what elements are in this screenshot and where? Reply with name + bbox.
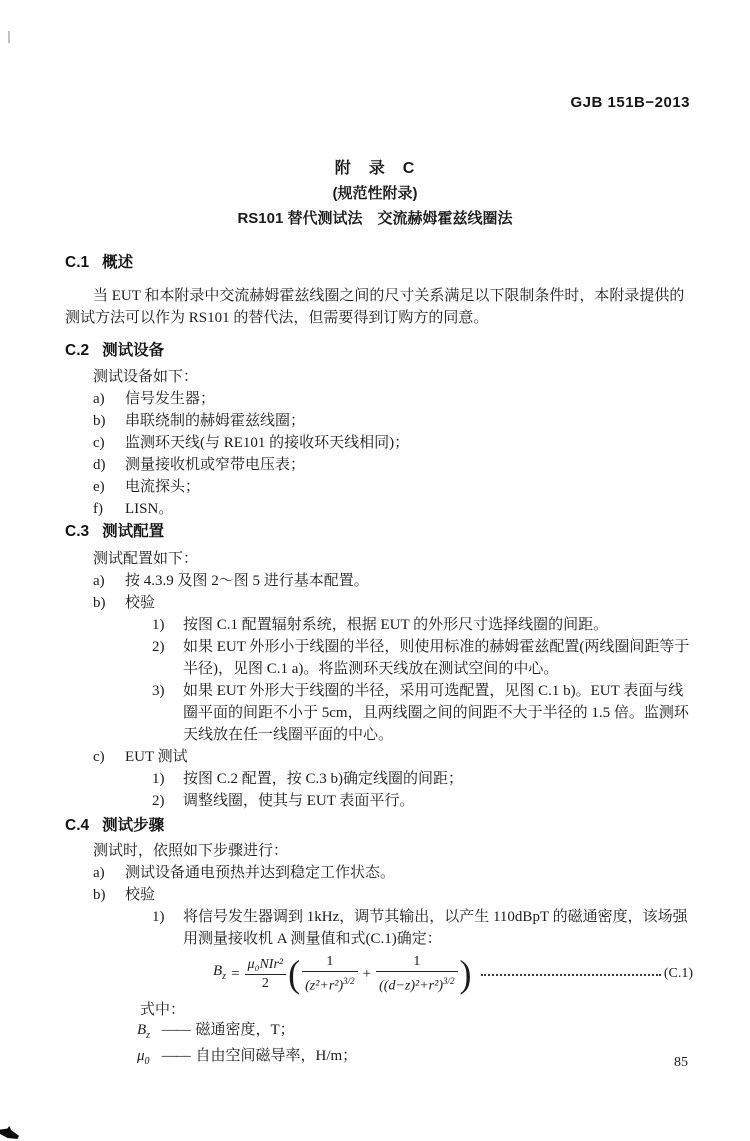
symbol-base: μ [137, 1048, 145, 1064]
list-item-text: 监测环天线(与 RE101 的接收环天线相同)； [125, 435, 410, 451]
section-c3-heading [65, 521, 693, 543]
fraction-bar [302, 971, 358, 972]
numerator: μ₀NIr² [247, 956, 284, 972]
coefficient-fraction [245, 957, 287, 992]
definition-mu0 [137, 1046, 693, 1072]
list-item-text: 校验 [125, 887, 156, 903]
list-item-text: LISN。 [125, 501, 174, 517]
sublist-item-label: 1) [152, 617, 165, 633]
definition-text: 自由空间磁导率，H/m； [195, 1048, 358, 1064]
list-item-label: a) [93, 391, 105, 407]
list-item-label: e) [93, 479, 105, 495]
section-c2-heading [65, 340, 693, 362]
list-item-label: b) [93, 413, 106, 429]
section-number: C.3 [65, 523, 90, 540]
page-number: 85 [674, 1055, 688, 1070]
section-title: 测试设备 [102, 342, 165, 359]
list-item-label: c) [93, 435, 105, 451]
definition-dash: —— [161, 1022, 190, 1038]
list-item-label: b) [93, 887, 106, 903]
equation-c1 [65, 950, 693, 998]
list-item-label: a) [93, 865, 105, 881]
section-c4-heading [65, 815, 693, 837]
sublist-item-text: 如果 EUT 外形大于线圈的半径，采用可选配置，见图 C.1 b)。EUT 表面与线圈平面的间距不小于 5cm，且两线圈之间的间距不大于半径的 1.5 倍。监测环天线放在任一线圈平面的中心。 [183, 683, 689, 743]
section-title: 测试步骤 [102, 817, 165, 834]
definition-bz [137, 1020, 693, 1046]
document-content [65, 252, 693, 1072]
appendix-subtitle: RS101 替代测试法 交流赫姆霍兹线圈法 [237, 210, 513, 227]
list-item [65, 432, 693, 454]
scan-artifact-top-left [8, 31, 10, 43]
term2-exponent: 3/2 [442, 975, 455, 986]
list-item [65, 746, 693, 768]
appendix-title: 附 录 C [334, 160, 416, 177]
term1-base: (z²+r²) [305, 978, 344, 994]
c4-intro: 测试时，依照如下步骤进行： [93, 843, 289, 859]
list-item-label: c) [93, 749, 105, 765]
list-item-label: d) [93, 457, 106, 473]
variable-b: B [213, 963, 223, 979]
denominator: 2 [261, 975, 269, 991]
section-number: C.1 [65, 254, 90, 271]
close-parenthesis: ) [459, 952, 472, 996]
list-item-text: 电流探头； [125, 479, 201, 495]
sublist-item-label: 2) [152, 639, 165, 655]
list-item [65, 498, 693, 520]
list-item-label: b) [93, 595, 106, 611]
term1-exponent: 3/2 [343, 975, 355, 986]
sublist-item-text: 按图 C.2 配置，按 C.3 b)确定线圈的间距； [183, 771, 464, 787]
appendix-title-block [0, 156, 750, 232]
term2-fraction [376, 954, 457, 995]
sublist-item [65, 680, 693, 746]
fraction-bar [245, 974, 287, 975]
section-title: 概述 [102, 254, 134, 271]
symbol-subscript: 0 [144, 1056, 150, 1067]
open-parenthesis: ( [288, 952, 301, 996]
section-c1-heading [65, 252, 693, 274]
equation-label: (C.1) [663, 966, 693, 981]
definition-symbol [137, 1046, 157, 1072]
c3-intro: 测试配置如下： [93, 551, 199, 567]
sublist-item-label: 1) [152, 771, 165, 787]
definition-text: 磁通密度，T； [195, 1022, 295, 1038]
list-item-text: 串联绕制的赫姆霍兹线圈； [125, 413, 306, 429]
list-item-text: 测试设备通电预热并达到稳定工作状态。 [125, 865, 396, 881]
term2-base: ((d−z)²+r²) [379, 978, 443, 994]
sublist-item [65, 636, 693, 680]
list-item-text: 测量接收机或窄带电压表； [125, 457, 306, 473]
list-item [65, 862, 693, 884]
scan-artifact-bottom-left [0, 1126, 19, 1139]
list-item [65, 592, 693, 614]
where-label: 式中： [140, 1002, 186, 1018]
list-item-text: EUT 测试 [125, 749, 188, 765]
equation-lhs [213, 960, 226, 988]
sublist-item-text: 如果 EUT 外形小于线圈的半径，则使用标准的赫姆霍兹配置(两线圈间距等于半径)，见图 C.1 a)。将监测环天线放在测试空间的中心。 [183, 639, 690, 677]
sublist-item [65, 790, 693, 812]
equals-sign: = [231, 966, 240, 982]
sublist-item [65, 906, 693, 950]
term1-fraction [302, 954, 358, 995]
sublist-item-text: 将信号发生器调到 1kHz，调节其输出，以产生 110dBpT 的磁通密度，该场强用测量接收机 A 测量值和式(C.1)确定： [183, 909, 688, 947]
list-item-text: 按 4.3.9 及图 2～图 5 进行基本配置。 [125, 573, 369, 589]
denominator [376, 973, 457, 995]
appendix-normative-note: (规范性附录) [332, 185, 418, 202]
c1-paragraph: 当 EUT 和本附录中交流赫姆霍兹线圈之间的尺寸关系满足以下限制条件时，本附录提供的测试方法可以作为 RS101 的替代法，但需要得到订购方的同意。 [65, 288, 685, 326]
sublist-item [65, 768, 693, 790]
subscript-z: z [222, 971, 227, 982]
symbol-subscript: z [146, 1030, 151, 1041]
list-item [65, 476, 693, 498]
sublist-item-label: 1) [152, 909, 165, 925]
denominator [302, 973, 358, 995]
section-title: 测试配置 [102, 523, 165, 540]
c2-intro: 测试设备如下： [93, 369, 199, 385]
sublist-item-text: 按图 C.1 配置辐射系统，根据 EUT 的外形尺寸选择线圈的间距。 [183, 617, 609, 633]
dotted-leader [481, 974, 661, 976]
sublist-item-text: 调整线圈，使其与 EUT 表面平行。 [183, 793, 415, 809]
list-item-text: 信号发生器； [125, 391, 216, 407]
definition-symbol [137, 1020, 157, 1046]
list-item [65, 388, 693, 410]
symbol-base: B [137, 1022, 147, 1038]
list-item [65, 454, 693, 476]
list-item-label: f) [93, 501, 103, 517]
list-item-label: a) [93, 573, 105, 589]
definition-dash: —— [161, 1048, 190, 1064]
list-item-text: 校验 [125, 595, 156, 611]
fraction-bar [376, 971, 457, 972]
section-number: C.2 [65, 342, 90, 359]
sublist-item-label: 2) [152, 793, 165, 809]
standard-number: GJB 151B−2013 [570, 94, 690, 111]
plus-sign: + [362, 966, 372, 982]
list-item [65, 884, 693, 906]
sublist-item [65, 614, 693, 636]
numerator: 1 [326, 953, 334, 969]
sublist-item-label: 3) [152, 683, 165, 699]
numerator: 1 [413, 953, 421, 969]
section-number: C.4 [65, 817, 90, 834]
list-item [65, 410, 693, 432]
list-item [65, 570, 693, 592]
